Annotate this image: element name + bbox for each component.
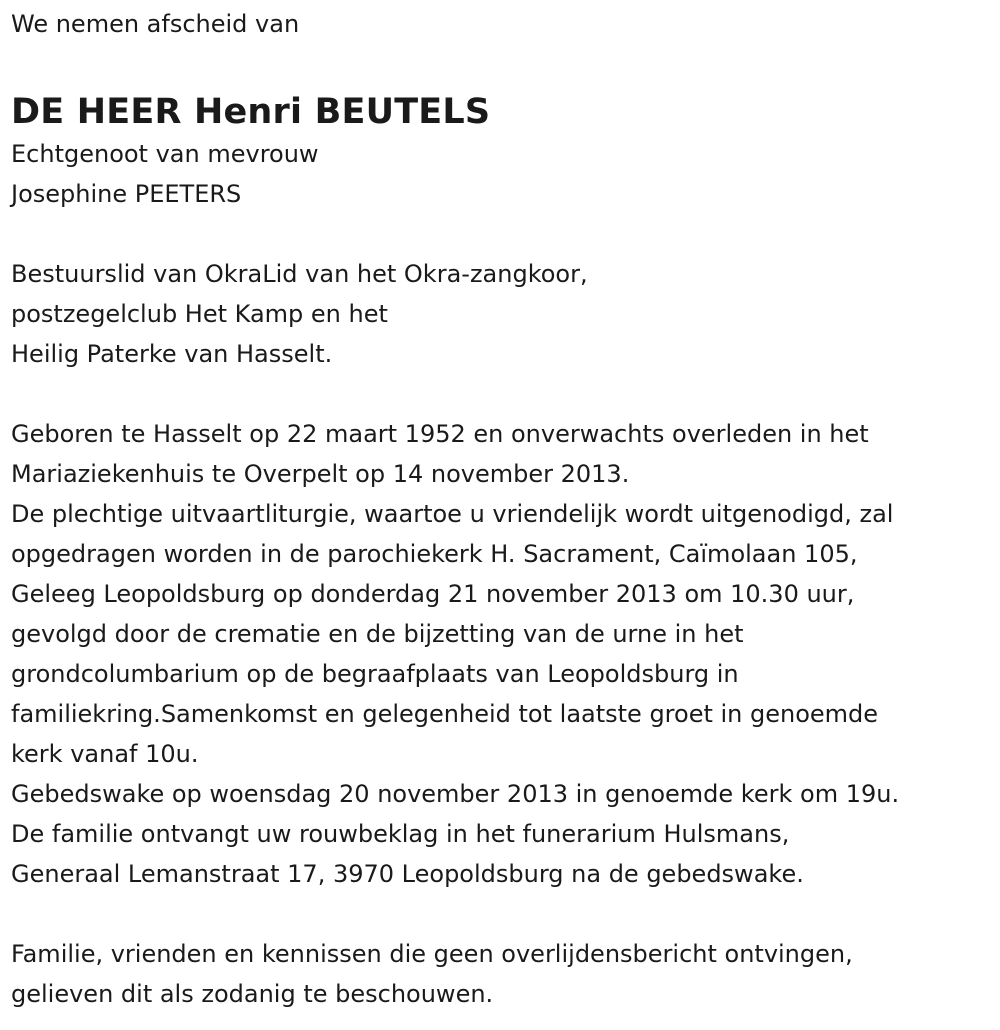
announcement-line: familiekring.Samenkomst en gelegenheid tot laatste groet in genoemde <box>11 700 879 728</box>
closing-line: gelieven dit als zodanig te beschouwen. <box>11 980 494 1008</box>
closing-line: Familie, vrienden en kennissen die geen overlijdensbericht ontvingen, <box>11 940 853 968</box>
membership-line: Heilig Paterke van Hasselt. <box>11 340 333 368</box>
announcement-line: Gebedswake op woensdag 20 november 2013 in genoemde kerk om 19u. <box>11 780 900 808</box>
spacer <box>11 894 990 934</box>
memberships-block <box>11 254 990 374</box>
membership-line: Bestuurslid van OkraLid van het Okra-zangkoor, <box>11 260 588 288</box>
announcement-line: grondcolumbarium op de begraafplaats van Leopoldsburg in <box>11 660 739 688</box>
spouse-block <box>11 134 990 214</box>
announcement-line: De plechtige uitvaartliturgie, waartoe u vriendelijk wordt uitgenodigd, zal <box>11 500 894 528</box>
announcement-block <box>11 414 990 894</box>
announcement-line: Geleeg Leopoldsburg op donderdag 21 november 2013 om 10.30 uur, <box>11 580 855 608</box>
announcement-line: gevolgd door de crematie en de bijzetting van de urne in het <box>11 620 744 648</box>
membership-line: postzegelclub Het Kamp en het <box>11 300 388 328</box>
closing-block <box>11 934 990 1014</box>
spacer <box>11 214 990 254</box>
intro-text: We nemen afscheid van <box>11 10 300 38</box>
announcement-line: opgedragen worden in de parochiekerk H. Sacrament, Caïmolaan 105, <box>11 540 858 568</box>
announcement-line: Geboren te Hasselt op 22 maart 1952 en onverwachts overleden in het <box>11 420 869 448</box>
announcement-line: Mariaziekenhuis te Overpelt op 14 november 2013. <box>11 460 630 488</box>
spacer <box>11 374 990 414</box>
announcement-line: De familie ontvangt uw rouwbeklag in het funerarium Hulsmans, <box>11 820 790 848</box>
announcement-line: Generaal Lemanstraat 17, 3970 Leopoldsburg na de gebedswake. <box>11 860 804 888</box>
announcement-line: kerk vanaf 10u. <box>11 740 199 768</box>
spouse-name-line: Josephine PEETERS <box>11 180 242 208</box>
spouse-line: Echtgenoot van mevrouw <box>11 140 319 168</box>
deceased-name: DE HEER Henri BEUTELS <box>11 92 491 132</box>
